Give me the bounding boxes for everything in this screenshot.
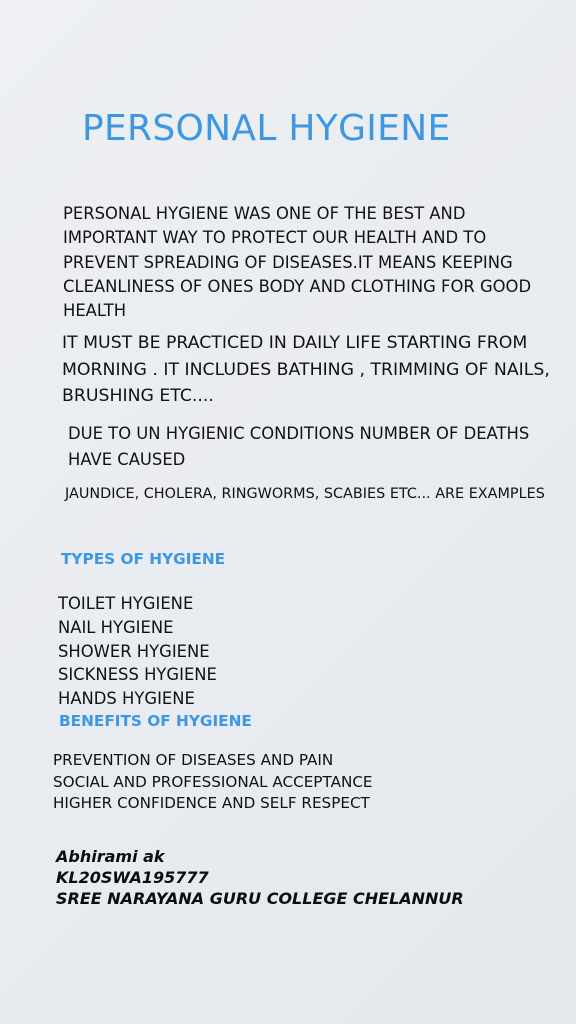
page-title: PERSONAL HYGIENE <box>82 108 451 149</box>
types-heading: TYPES OF HYGIENE <box>61 550 226 568</box>
types-list-item: SICKNESS HYGIENE <box>58 665 217 685</box>
author-college: SREE NARAYANA GURU COLLEGE CHELANNUR <box>56 889 464 908</box>
benefits-list-item: HIGHER CONFIDENCE AND SELF RESPECT <box>53 794 370 812</box>
benefits-heading: BENEFITS OF HYGIENE <box>59 712 252 730</box>
types-list <box>58 592 217 711</box>
benefits-list-item: SOCIAL AND PROFESSIONAL ACCEPTANCE <box>53 772 373 791</box>
deaths-paragraph: DUE TO UN HYGIENIC CONDITIONS NUMBER OF DEATHS HAVE CAUSED <box>68 424 530 469</box>
author-register-number: KL20SWA195777 <box>56 868 209 887</box>
types-list-item: SHOWER HYGIENE <box>58 641 210 661</box>
intro-paragraph: PERSONAL HYGIENE WAS ONE OF THE BEST AND IMPORTANT WAY TO PROTECT OUR HEALTH AND TO PREVENT SPREADING OF DISEASES.IT MEANS KEEPING CLEANLINESS OF ONES BODY AND CLOTHING FOR GOOD HEALTH <box>63 204 532 321</box>
types-list-item: NAIL HYGIENE <box>58 617 174 637</box>
types-list-item: TOILET HYGIENE <box>58 594 194 613</box>
author-signature <box>56 846 464 909</box>
daily-practice-paragraph: IT MUST BE PRACTICED IN DAILY LIFE STARTING FROM MORNING . IT INCLUDES BATHING , TRIMMING OF NAILS, BRUSHING ETC.... <box>62 333 550 406</box>
examples-paragraph: JAUNDICE, CHOLERA, RINGWORMS, SCABIES ETC... ARE EXAMPLES <box>65 486 545 502</box>
author-name: Abhirami ak <box>56 847 165 866</box>
benefits-list <box>53 750 373 815</box>
types-list-item: HANDS HYGIENE <box>58 689 195 709</box>
benefits-list-item: PREVENTION OF DISEASES AND PAIN <box>53 751 334 769</box>
